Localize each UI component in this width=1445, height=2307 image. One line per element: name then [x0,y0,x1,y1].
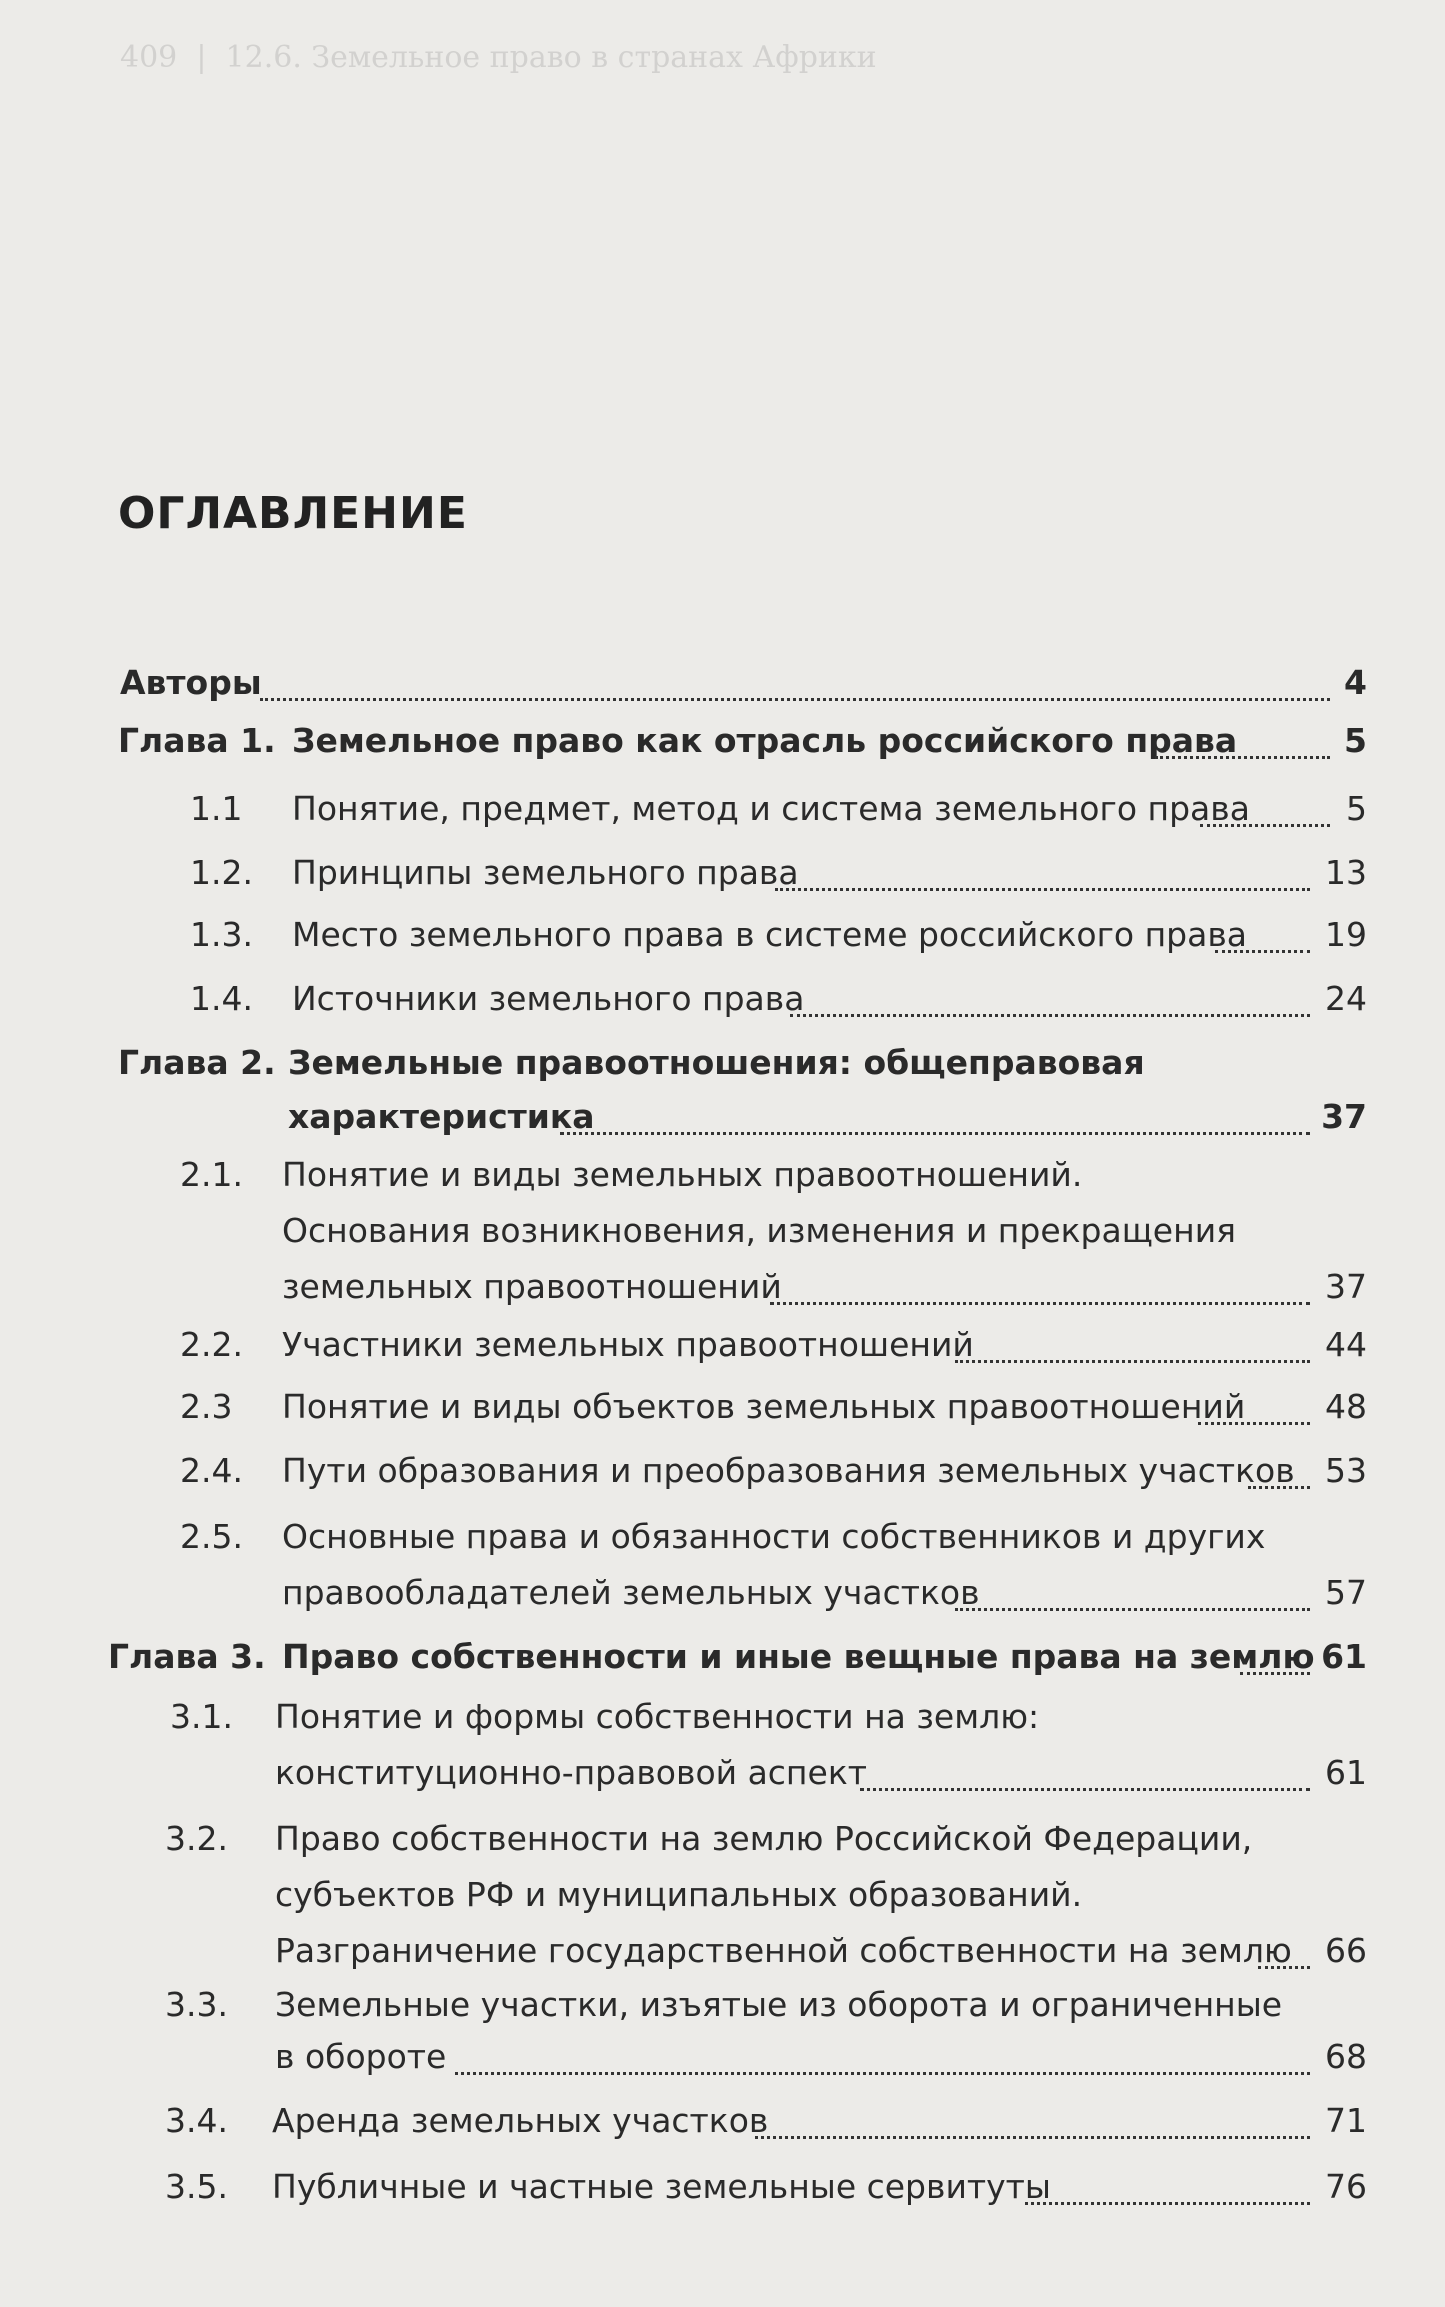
toc-entry-number: 1.4. [190,979,253,1018]
toc-leader-dots [775,888,1310,891]
header-page-number: 409 [120,40,178,75]
running-header: 409 | 12.6. Земельное право в странах Африки [120,40,877,75]
toc-entry-number: 1.2. [190,853,253,892]
toc-page-number: 19 [1325,915,1367,954]
toc-entry-title: Пути образования и преобразования земельных участков [282,1451,1295,1490]
toc-page-number: 53 [1325,1451,1367,1490]
toc-entry-title-line: Разграничение государственной собственности на землю [275,1931,1292,1970]
toc-entry-number: Авторы [120,663,262,702]
toc-entry-title: Понятие, предмет, метод и система земельного права [292,789,1250,828]
toc-entry-number: Глава 3. [108,1637,266,1676]
toc-entry-title: Аренда земельных участков [272,2101,769,2140]
toc-page-number: 61 [1325,1753,1367,1792]
toc-leader-dots [755,2136,1310,2139]
toc-entry-title-line: субъектов РФ и муниципальных образований. [275,1875,1083,1914]
toc-page-number: 48 [1325,1387,1367,1426]
toc-leader-dots [1200,824,1330,827]
toc-entry-title-line: Понятие и формы собственности на землю: [275,1697,1040,1736]
toc-leader-dots [560,1132,1310,1135]
toc-entry-number: 1.3. [190,915,253,954]
toc-page-number: 5 [1346,789,1367,828]
toc-page-number: 37 [1321,1097,1367,1136]
toc-leader-dots [860,1788,1310,1791]
toc-entry-number: 3.3. [165,1985,228,2024]
toc-page-number: 57 [1325,1573,1367,1612]
toc-page-number: 66 [1325,1931,1367,1970]
toc-entry-title-line: конституционно-правовой аспект [275,1753,867,1792]
toc-entry-number: 3.4. [165,2101,228,2140]
toc-page-number: 13 [1325,853,1367,892]
toc-leader-dots [1215,950,1310,953]
toc-leader-dots [1025,2202,1310,2205]
toc-page-number: 4 [1344,663,1367,702]
toc-entry-title: Принципы земельного права [292,853,799,892]
header-running-title: 12.6. Земельное право в странах Африки [225,40,877,75]
toc-entry-number: 3.5. [165,2167,228,2206]
toc-entry-title-line: правообладателей земельных участков [282,1573,980,1612]
toc-leader-dots [1155,756,1330,759]
toc-leader-dots [1198,1422,1310,1425]
toc-entry-number: Глава 1. [118,721,276,760]
toc-leader-dots [1258,1966,1310,1969]
toc-entry-title: Право собственности и иные вещные права на землю [282,1637,1315,1676]
toc-page-number: 24 [1325,979,1367,1018]
toc-page-number: 5 [1344,721,1367,760]
toc-entry-title-line: Земельные участки, изъятые из оборота и ограниченные [275,1985,1283,2024]
toc-entry-title: Понятие и виды объектов земельных правоотношений [282,1387,1246,1426]
toc-entry-title-line: земельных правоотношений [282,1267,782,1306]
toc-page-number: 71 [1325,2101,1367,2140]
toc-leader-dots [770,1302,1310,1305]
toc-leader-dots [260,698,1330,701]
toc-page-number: 37 [1325,1267,1367,1306]
toc-entry-number: Глава 2. [118,1043,276,1082]
page-title: ОГЛАВЛЕНИЕ [118,488,468,539]
toc-entry-number: 1.1 [190,789,243,828]
toc-page-number: 76 [1325,2167,1367,2206]
toc-entry-number: 2.4. [180,1451,243,1490]
toc-entry-title-line: характеристика [288,1097,595,1136]
toc-entry-title: Место земельного права в системе российского права [292,915,1248,954]
toc-page-number: 61 [1321,1637,1367,1676]
toc-entry-title-line: в обороте [275,2037,447,2076]
toc-entry-number: 2.2. [180,1325,243,1364]
toc-entry-title: Источники земельного права [292,979,805,1018]
toc-leader-dots [455,2072,1310,2075]
toc-entry-number: 2.5. [180,1517,243,1556]
toc-leader-dots [955,1360,1310,1363]
toc-entry-title-line: Земельные правоотношения: общеправовая [288,1043,1145,1082]
toc-page-number: 44 [1325,1325,1367,1364]
toc-entry-title-line: Понятие и виды земельных правоотношений. [282,1155,1083,1194]
toc-entry-title-line: Основные права и обязанности собственников и других [282,1517,1266,1556]
toc-entry-number: 3.2. [165,1819,228,1858]
toc-entry-title: Публичные и частные земельные сервитуты [272,2167,1051,2206]
toc-entry-number: 3.1. [170,1697,233,1736]
toc-entry-number: 2.1. [180,1155,243,1194]
toc-entry-title: Участники земельных правоотношений [282,1325,974,1364]
toc-leader-dots [1248,1486,1310,1489]
toc-leader-dots [790,1014,1310,1017]
toc-page-number: 68 [1325,2037,1367,2076]
toc-leader-dots [1240,1672,1310,1675]
toc-entry-title-line: Право собственности на землю Российской Федерации, [275,1819,1253,1858]
toc-entry-title-line: Основания возникновения, изменения и прекращения [282,1211,1236,1250]
toc-leader-dots [955,1608,1310,1611]
toc-entry-title: Земельное право как отрасль российского права [292,721,1238,760]
toc-entry-number: 2.3 [180,1387,233,1426]
